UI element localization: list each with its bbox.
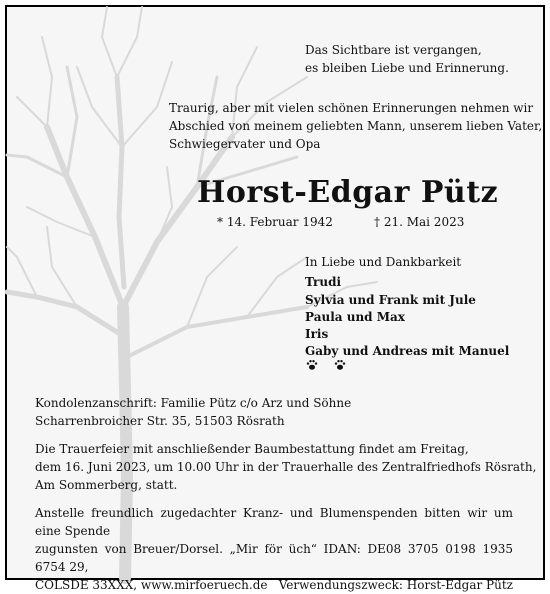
donation-line xyxy=(35,540,513,576)
ceremony-info: Am Sommerberg, statt. xyxy=(35,478,178,492)
intro-line: Traurig, aber mit vielen schönen Erinnerungen nehmen wir xyxy=(169,101,534,115)
mourner-name: Trudi xyxy=(305,275,342,289)
mourner-name: Paula und Max xyxy=(305,310,405,324)
ceremony-info: dem 16. Juni 2023, um 10.00 Uhr in der Trauerhalle des Zentralfriedhofs Rösrath, xyxy=(35,460,537,474)
mourners-heading: In Liebe und Dankbarkeit xyxy=(305,255,462,269)
ceremony-info: Die Trauerfeier mit anschließender Baumbestattung findet am Freitag, xyxy=(35,442,469,456)
donation-contact: COLSDE 33XXX, www.mirfoeruech.de xyxy=(35,578,268,592)
donation-purpose: Verwendungszweck: Horst-Edgar Pütz xyxy=(278,578,513,592)
intro-line: Abschied von meinem geliebten Mann, unserem lieben Vater, xyxy=(169,119,543,133)
donation-line xyxy=(35,576,513,594)
mourner-name: Sylvia und Frank mit Jule xyxy=(305,293,476,307)
mourner-name: Iris xyxy=(305,327,329,341)
obituary-notice xyxy=(5,5,545,592)
intro-line: Schwiegervater und Opa xyxy=(169,137,321,151)
poem-line: Das Sichtbare ist vergangen, xyxy=(305,43,482,57)
death-date: † 21. Mai 2023 xyxy=(374,215,465,229)
donation-line xyxy=(35,504,513,540)
deceased-name: Horst-Edgar Pütz xyxy=(197,175,499,210)
donation-info xyxy=(35,504,513,594)
condolence-address: Kondolenzanschrift: Familie Pütz c/o Arz und Söhne xyxy=(35,396,352,410)
donation-text: Anstelle freundlich zugedachter Kranz- und Blumenspenden bitten wir um eine Spende xyxy=(35,506,513,538)
condolence-address: Scharrenbroicher Str. 35, 51503 Rösrath xyxy=(35,414,285,428)
poem-line: es bleiben Liebe und Erinnerung. xyxy=(305,61,509,75)
paw-icon xyxy=(306,359,318,371)
mourner-name: Gaby und Andreas mit Manuel xyxy=(305,344,510,358)
birth-date: * 14. Februar 1942 xyxy=(217,215,333,229)
donation-text: zugunsten von Breuer/Dorsel. „Mir för üch“ IDAN: DE08 3705 0198 1935 6754 29, xyxy=(35,542,513,574)
paw-icon xyxy=(334,359,346,371)
